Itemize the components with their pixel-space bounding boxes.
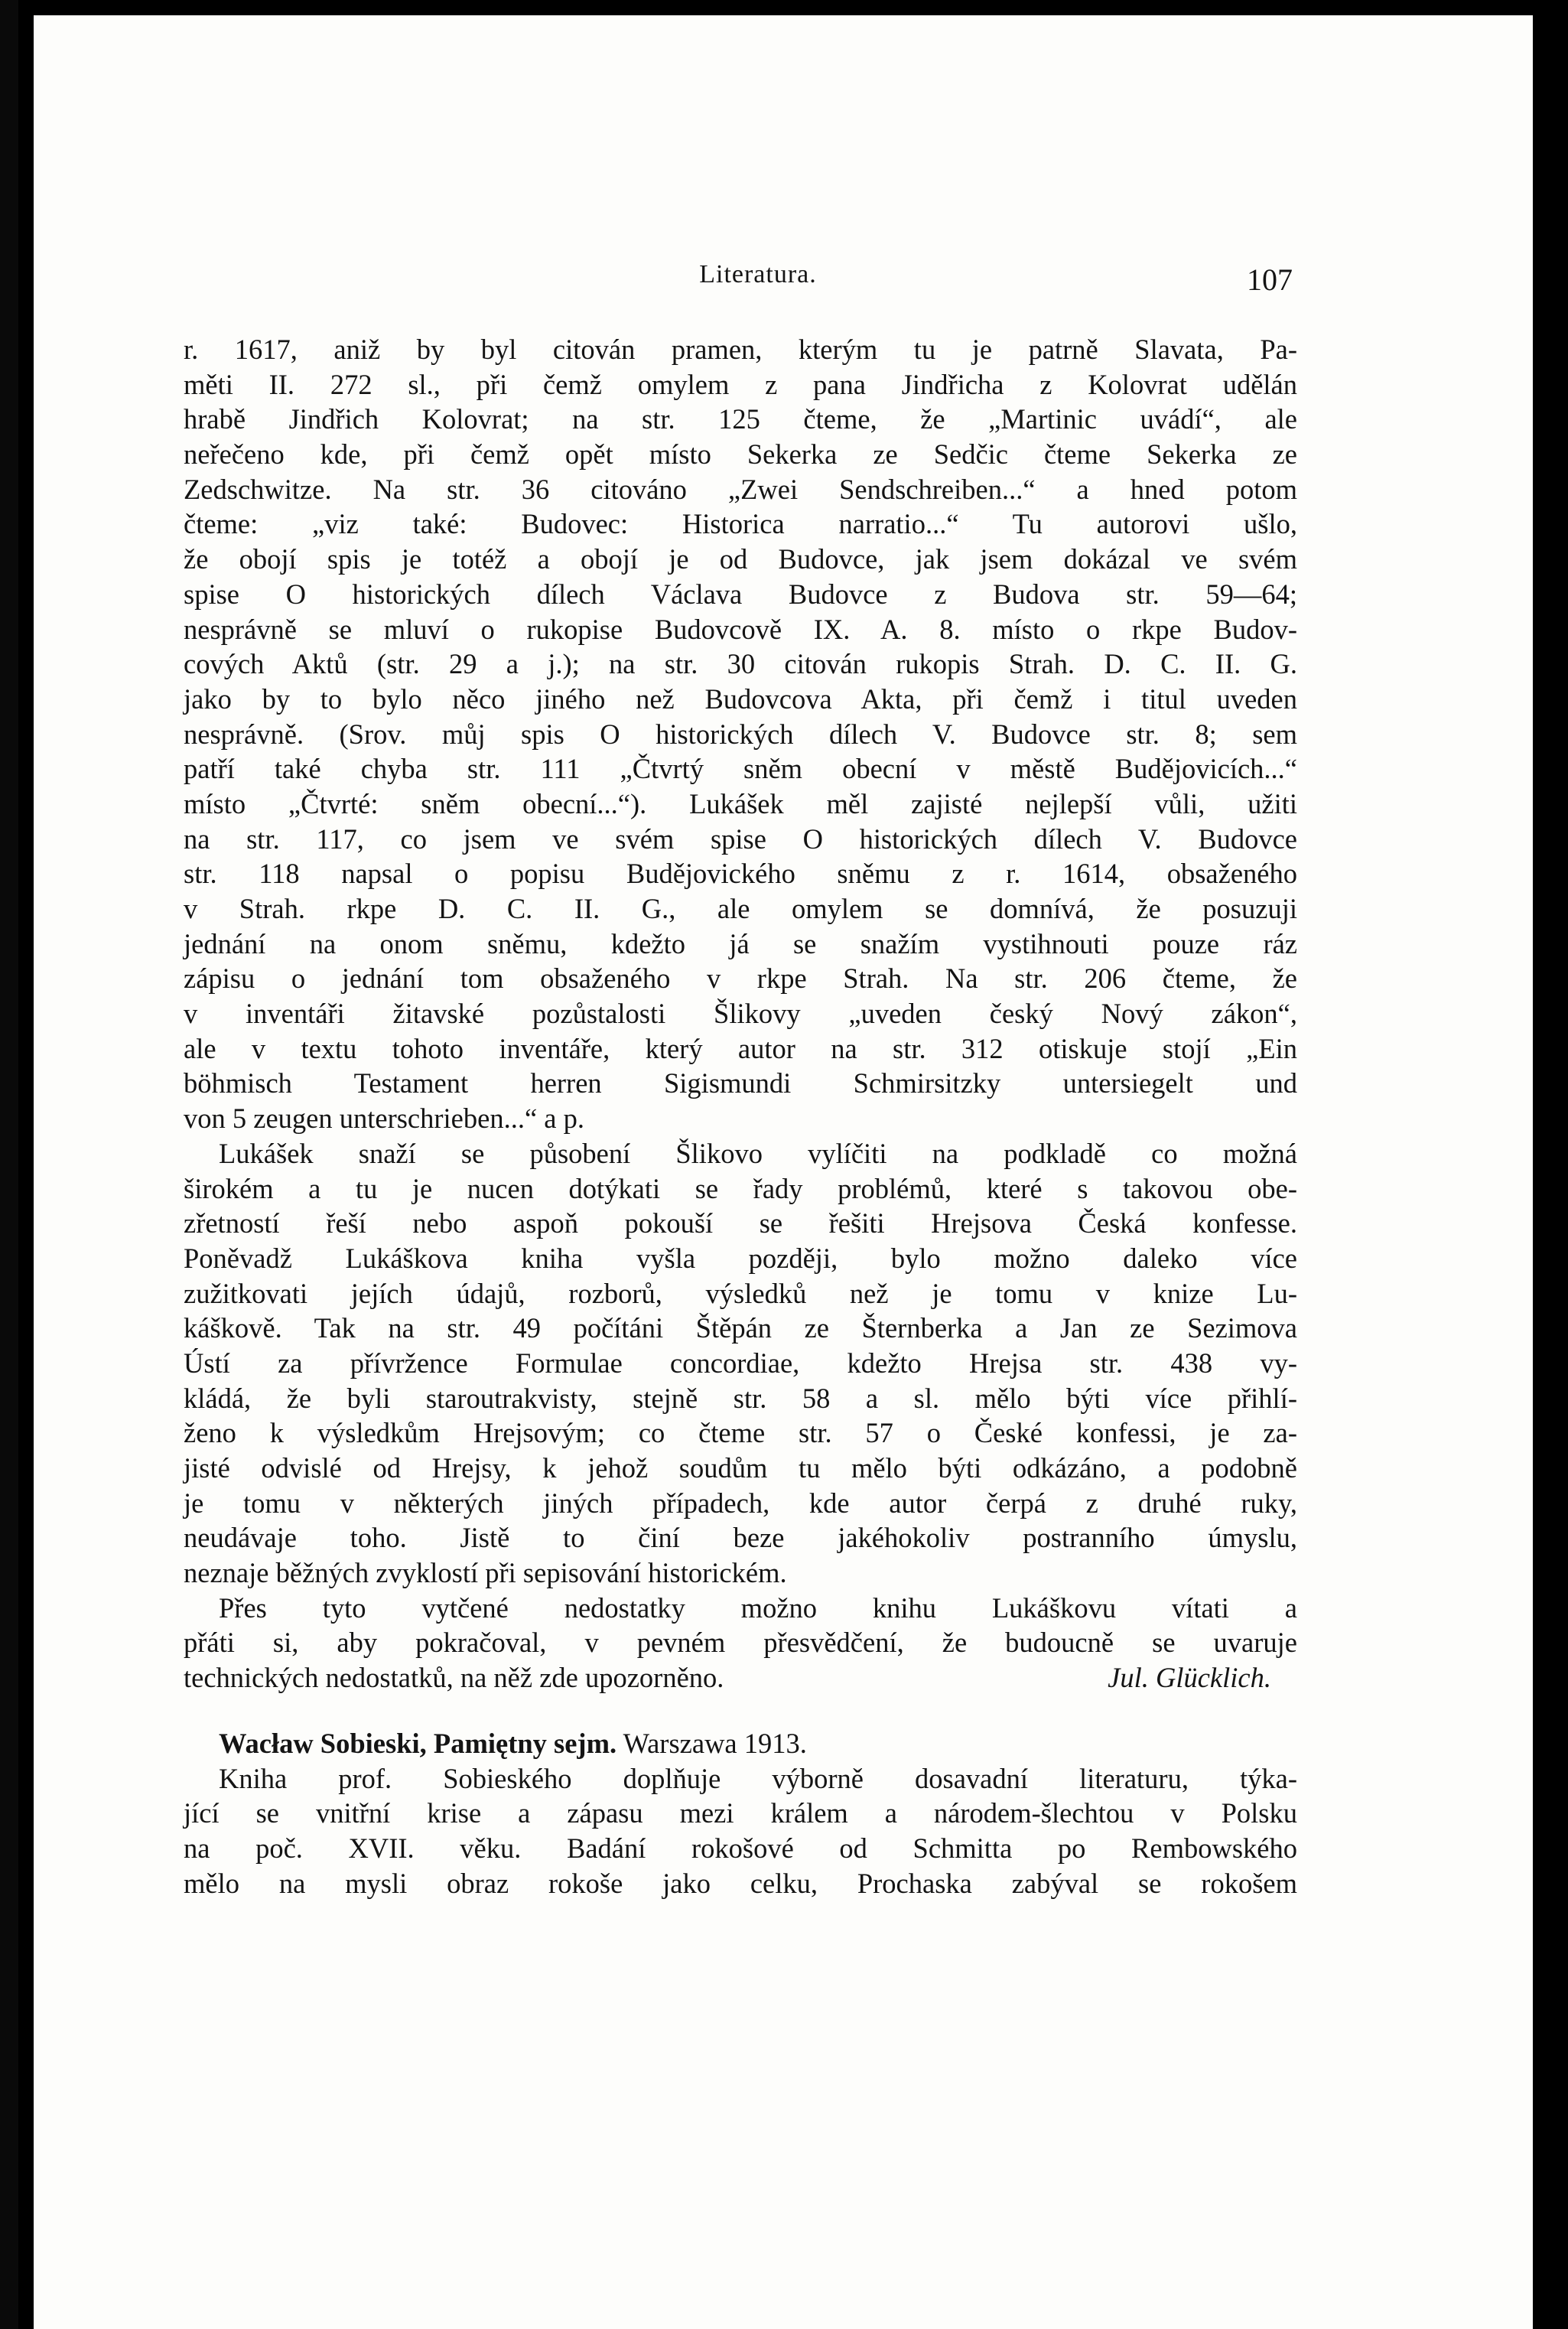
text-line-with-signature [184, 1660, 1297, 1695]
text-line: Zedschwitze. Na str. 36 citováno „Zwei Sendschreiben...“ a hned potom [184, 473, 1297, 505]
text-line: Poněvadž Lukáškova kniha vyšla později, bylo možno daleko více [184, 1242, 1297, 1274]
text-line: místo „Čtvrté: sněm obecní...“). Lukášek měl zajisté nejlepší vůli, užiti [184, 787, 1297, 819]
text-line: jisté odvislé od Hrejsy, k jehož soudům tu mělo býti odkázáno, a podobně [184, 1452, 1297, 1484]
text-line: hrabě Jindřich Kolovrat; na str. 125 čteme, že „Martinic uvádí“, ale [184, 403, 1297, 435]
text-line: mělo na mysli obraz rokoše jako celku, Prochaska zabýval se rokošem [184, 1867, 1297, 1899]
running-head: Literatura. [699, 260, 817, 288]
text-line: str. 118 napsal o popisu Budějovického sněmu z r. 1614, obsaženého [184, 858, 1297, 890]
text-line: v inventáři žitavské pozůstalosti Šlikovy „uveden český Nový zákon“, [184, 998, 1297, 1030]
paragraph-3 [184, 1591, 1297, 1695]
text-line: jednání na onom sněmu, kdežto já se snažím vystihnouti pouze ráz [184, 927, 1297, 959]
text-line: že obojí spis je totéž a obojí je od Budovce, jak jsem dokázal ve svém [184, 543, 1297, 575]
text-line: Kniha prof. Sobieského doplňuje výborně dosavadní literaturu, týka- [219, 1762, 1297, 1794]
text-line: cových Aktů (str. 29 a j.); na str. 30 citován rukopis Strah. D. C. II. G. [184, 648, 1297, 680]
text-line: technických nedostatků, na něž zde upozorněno. [184, 1662, 724, 1694]
text-line: böhmisch Testament herren Sigismundi Schmirsitzky untersiegelt und [184, 1067, 1297, 1099]
text-line: zápisu o jednání tom obsaženého v rkpe Strah. Na str. 206 čteme, že [184, 963, 1297, 995]
text-line: patří také chyba str. 111 „Čtvrtý sněm obecní v městě Budějovicích...“ [184, 753, 1297, 785]
text-line: na poč. XVII. věku. Badání rokošové od Schmitta po Rembowského [184, 1832, 1297, 1864]
text-line: ženo k výsledkům Hrejsovým; co čteme str. 57 o České konfessi, je za- [184, 1417, 1297, 1449]
review-heading: Wacław Sobieski, Pamiętny sejm. [219, 1727, 617, 1759]
text-line: jako by to bylo něco jiného než Budovcova Akta, při čemž i titul uveden [184, 682, 1297, 715]
text-line: je tomu v některých jiných případech, kde autor čerpá z druhé ruky, [184, 1487, 1297, 1519]
text-line: spise O historických dílech Václava Budovce z Budova str. 59—64; [184, 578, 1297, 610]
text-line: zužitkovati jejích údajů, rozborů, výsledků než je tomu v knize Lu- [184, 1277, 1297, 1309]
author-signature: Jul. Glücklich. [1108, 1662, 1271, 1694]
text-line: přáti si, aby pokračoval, v pevném přesvědčení, že budoucně se uvaruje [184, 1627, 1297, 1659]
text-line: Přes tyto vytčené nedostatky možno knihu Lukáškovu vítati a [219, 1591, 1297, 1624]
page-number: 107 [1247, 262, 1293, 297]
scan-left-edge [0, 0, 18, 2329]
review-place-year: Warszawa 1913. [623, 1727, 807, 1759]
text-line: na str. 117, co jsem ve svém spise O historických dílech V. Budovce [184, 822, 1297, 855]
text-line: nesprávně se mluví o rukopise Budovcově IX. A. 8. místo o rkpe Budov- [184, 613, 1297, 645]
text-line: čteme: „viz také: Budovec: Historica narratio...“ Tu autorovi ušlo, [184, 508, 1297, 540]
text-line: nesprávně. (Srov. můj spis O historických dílech V. Budovce str. 8; sem [184, 718, 1297, 750]
text-line: neznaje běžných zvyklostí při sepisování historickém. [184, 1557, 787, 1589]
paragraph-2 [184, 1136, 1297, 1591]
text-line: Lukášek snaží se působení Šlikovo vylíčiti na podkladě co možná [219, 1137, 1297, 1169]
text-line: zřetností řeší nebo aspoň pokouší se řešiti Hrejsova Česká konfesse. [184, 1207, 1297, 1239]
text-line: jící se vnitřní krise a zápasu mezi králem a národem-šlechtou v Polsku [184, 1797, 1297, 1829]
text-line: neřečeno kde, při čemž opět místo Sekerka ze Sedčic čteme Sekerka ze [184, 438, 1297, 471]
text-line: r. 1617, aniž by byl citován pramen, kterým tu je patrně Slavata, Pa- [184, 334, 1297, 365]
text-line: káškově. Tak na str. 49 počítáni Štěpán ze Šternberka a Jan ze Sezimova [184, 1312, 1297, 1344]
review-2 [184, 1726, 1297, 1901]
text-line: širokém a tu je nucen dotýkati se řady problémů, které s takovou obe- [184, 1172, 1297, 1204]
text-line: v Strah. rkpe D. C. II. G., ale omylem se domnívá, že posuzuji [184, 893, 1297, 924]
text-line: von 5 zeugen unterschrieben...“ a p. [184, 1103, 584, 1135]
text-line: neudávaje toho. Jistě to činí beze jakéhokoliv postranního úmyslu, [184, 1522, 1297, 1554]
section-gap [184, 1695, 1297, 1726]
page-body [184, 332, 1297, 1901]
page-header [219, 259, 1297, 305]
text-line: ale v textu tohoto inventáře, který autor na str. 312 otiskuje stojí „Ein [184, 1032, 1297, 1064]
paragraph-1 [184, 332, 1297, 1136]
text-line: kládá, že byli staroutrakvisty, stejně str. 58 a sl. mělo býti více přihlí- [184, 1382, 1297, 1414]
review-heading-line [184, 1726, 1297, 1761]
text-line: měti II. 272 sl., při čemž omylem z pana Jindřicha z Kolovrat udělán [184, 368, 1297, 400]
text-line: Ústí za přívržence Formulae concordiae, kdežto Hrejsa str. 438 vy- [184, 1347, 1297, 1379]
